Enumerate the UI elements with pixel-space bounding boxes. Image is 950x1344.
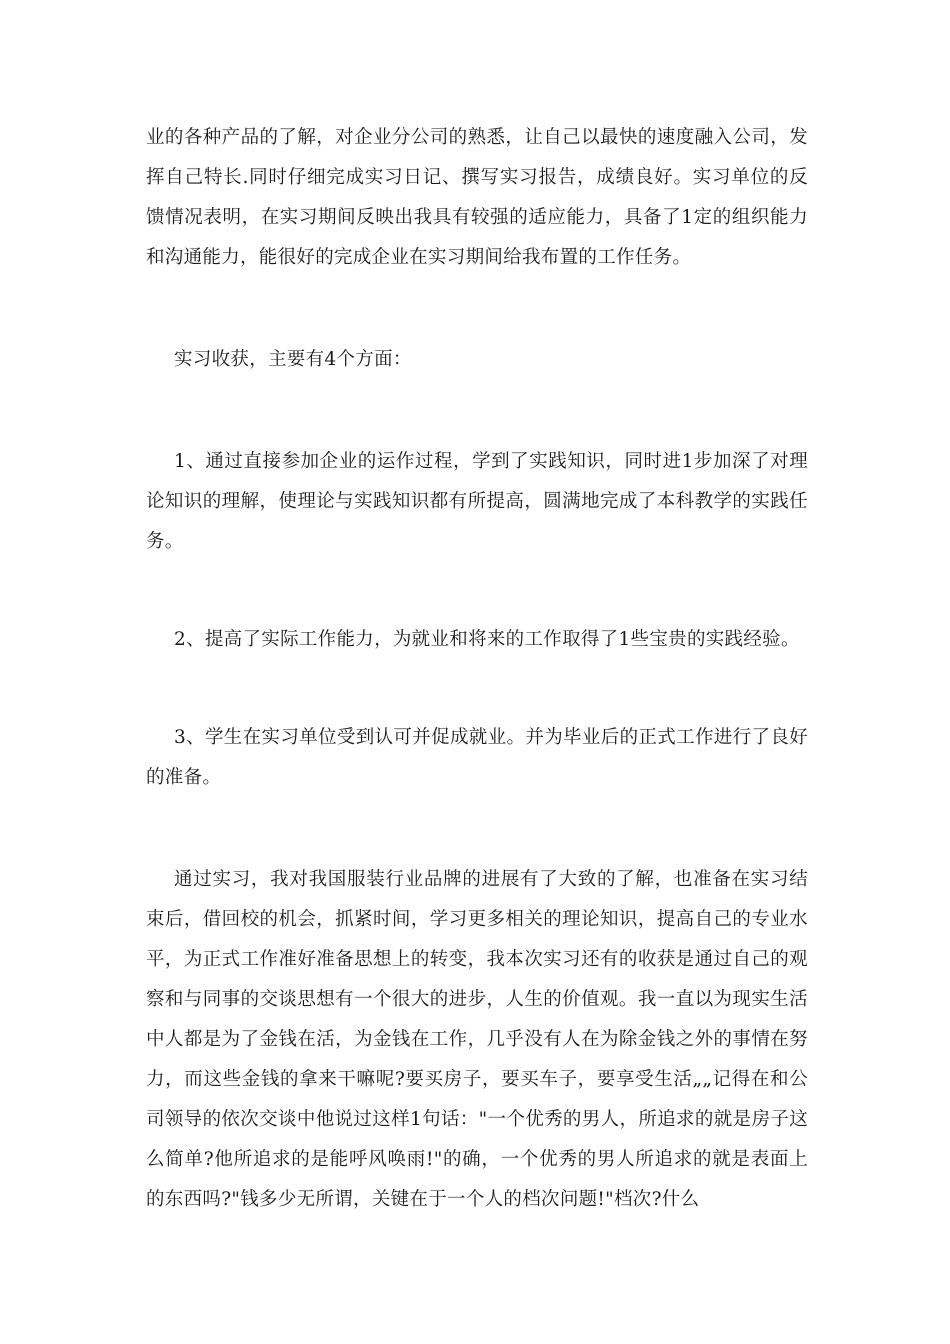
paragraph-gain-1: 1、通过直接参加企业的运作过程，学到了实践知识，同时进1步加深了对理论知识的理解，使理论与实践知识都有所提高，圆满地完成了本科教学的实践任务。 bbox=[146, 451, 808, 552]
paragraph-gain-3: 3、学生在实习单位受到认可并促成就业。并为毕业后的正式工作进行了良好的准备。 bbox=[146, 727, 808, 788]
document-body bbox=[146, 118, 808, 1220]
paragraph-reflection: 通过实习，我对我国服装行业品牌的进展有了大致的了解，也准备在实习结束后，借回校的机会，抓紧时间，学习更多相关的理论知识，提高自己的专业水平，为正式工作准好准备思想上的转变，我本次实习还有的收获是通过自己的观察和与同事的交谈思想有一个很大的进步，人生的价值观。我一直以为现实生活中人都是为了金钱在活，为金钱在工作，几乎没有人在为除金钱之外的事情在努力，而这些金钱的拿来干嘛呢?要买房子，要买车子，要享受生活„„记得在和公司领导的依次交谈中他说过这样1句话："一个优秀的男人，所追求的就是房子这么简单?他所追求的是能呼风唤雨!"的确，一个优秀的男人所追求的就是表面上的东西吗?"钱多少无所谓，关键在于一个人的档次问题!"档次?什么 bbox=[146, 869, 808, 1210]
paragraph-gain-2: 2、提高了实际工作能力，为就业和将来的工作取得了1些宝贵的实践经验。 bbox=[174, 629, 800, 650]
paragraph-internship-feedback: 业的各种产品的了解，对企业分公司的熟悉，让自己以最快的速度融入公司，发挥自己特长.同时仔细完成实习日记、撰写实习报告，成绩良好。实习单位的反馈情况表明，在实习期间反映出我具有较强的适应能力，具备了1定的组织能力和沟通能力，能很好的完成企业在实习期间给我布置的工作任务。 bbox=[146, 127, 808, 268]
paragraph-gains-heading: 实习收获，主要有4个方面： bbox=[174, 349, 412, 370]
